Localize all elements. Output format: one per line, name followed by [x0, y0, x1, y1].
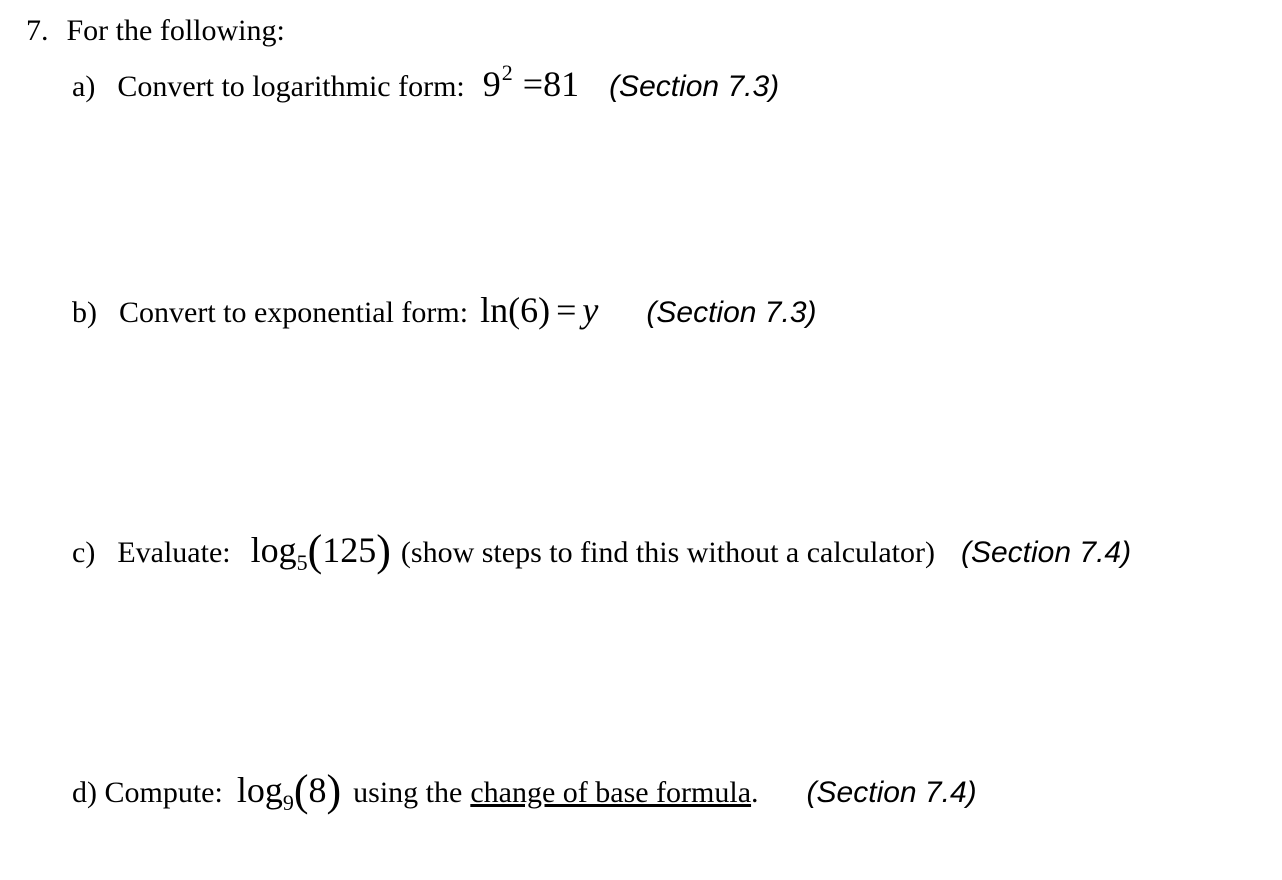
part-b	[72, 292, 817, 328]
part-d-base: 9	[282, 790, 294, 815]
change-of-base-formula-link: change of base formula	[470, 776, 752, 809]
part-d-close-paren: )	[326, 766, 342, 815]
part-d-func: log	[236, 770, 283, 810]
part-a-exponent: 2	[501, 60, 513, 85]
part-b-label: b)	[72, 296, 97, 329]
part-c-label: c)	[72, 536, 96, 569]
part-b-prompt: Convert to exponential form:	[119, 296, 469, 329]
question-number: 7.	[26, 14, 49, 47]
part-b-var: y	[582, 290, 599, 330]
part-d-period: .	[751, 776, 759, 809]
part-a-equals: =	[522, 64, 544, 104]
part-a-section: (Section 7.3)	[609, 70, 780, 103]
part-a-prompt: Convert to logarithmic form:	[117, 70, 465, 103]
part-c	[72, 526, 1132, 575]
part-d-arg: 8	[308, 770, 327, 810]
part-c-section: (Section 7.4)	[961, 536, 1132, 569]
part-a-result: 81	[543, 64, 580, 104]
question-heading	[26, 16, 285, 46]
part-b-equals: =	[556, 290, 577, 330]
part-b-close-paren: )	[538, 290, 551, 330]
part-c-close-paren: )	[376, 526, 391, 575]
part-d	[72, 766, 977, 815]
part-d-open-paren: (	[293, 766, 309, 815]
part-c-prompt: Evaluate:	[117, 536, 231, 569]
part-d-label: d) Compute:	[72, 776, 223, 809]
part-a	[72, 60, 780, 104]
part-a-label: a)	[72, 70, 96, 103]
part-c-func: log	[250, 530, 297, 570]
part-d-section: (Section 7.4)	[806, 776, 977, 809]
question-heading-text: For the following:	[66, 14, 285, 47]
part-d-text-before: using the	[353, 776, 463, 809]
part-b-section: (Section 7.3)	[646, 296, 817, 329]
part-b-func: ln	[480, 290, 509, 330]
part-c-arg: 125	[322, 530, 377, 570]
part-c-note: (show steps to find this without a calculator)	[400, 536, 935, 569]
part-b-arg: 6	[520, 290, 539, 330]
part-b-open-paren: (	[508, 290, 521, 330]
part-c-base: 5	[296, 550, 308, 575]
part-a-base: 9	[482, 64, 501, 104]
part-c-open-paren: (	[307, 526, 323, 575]
